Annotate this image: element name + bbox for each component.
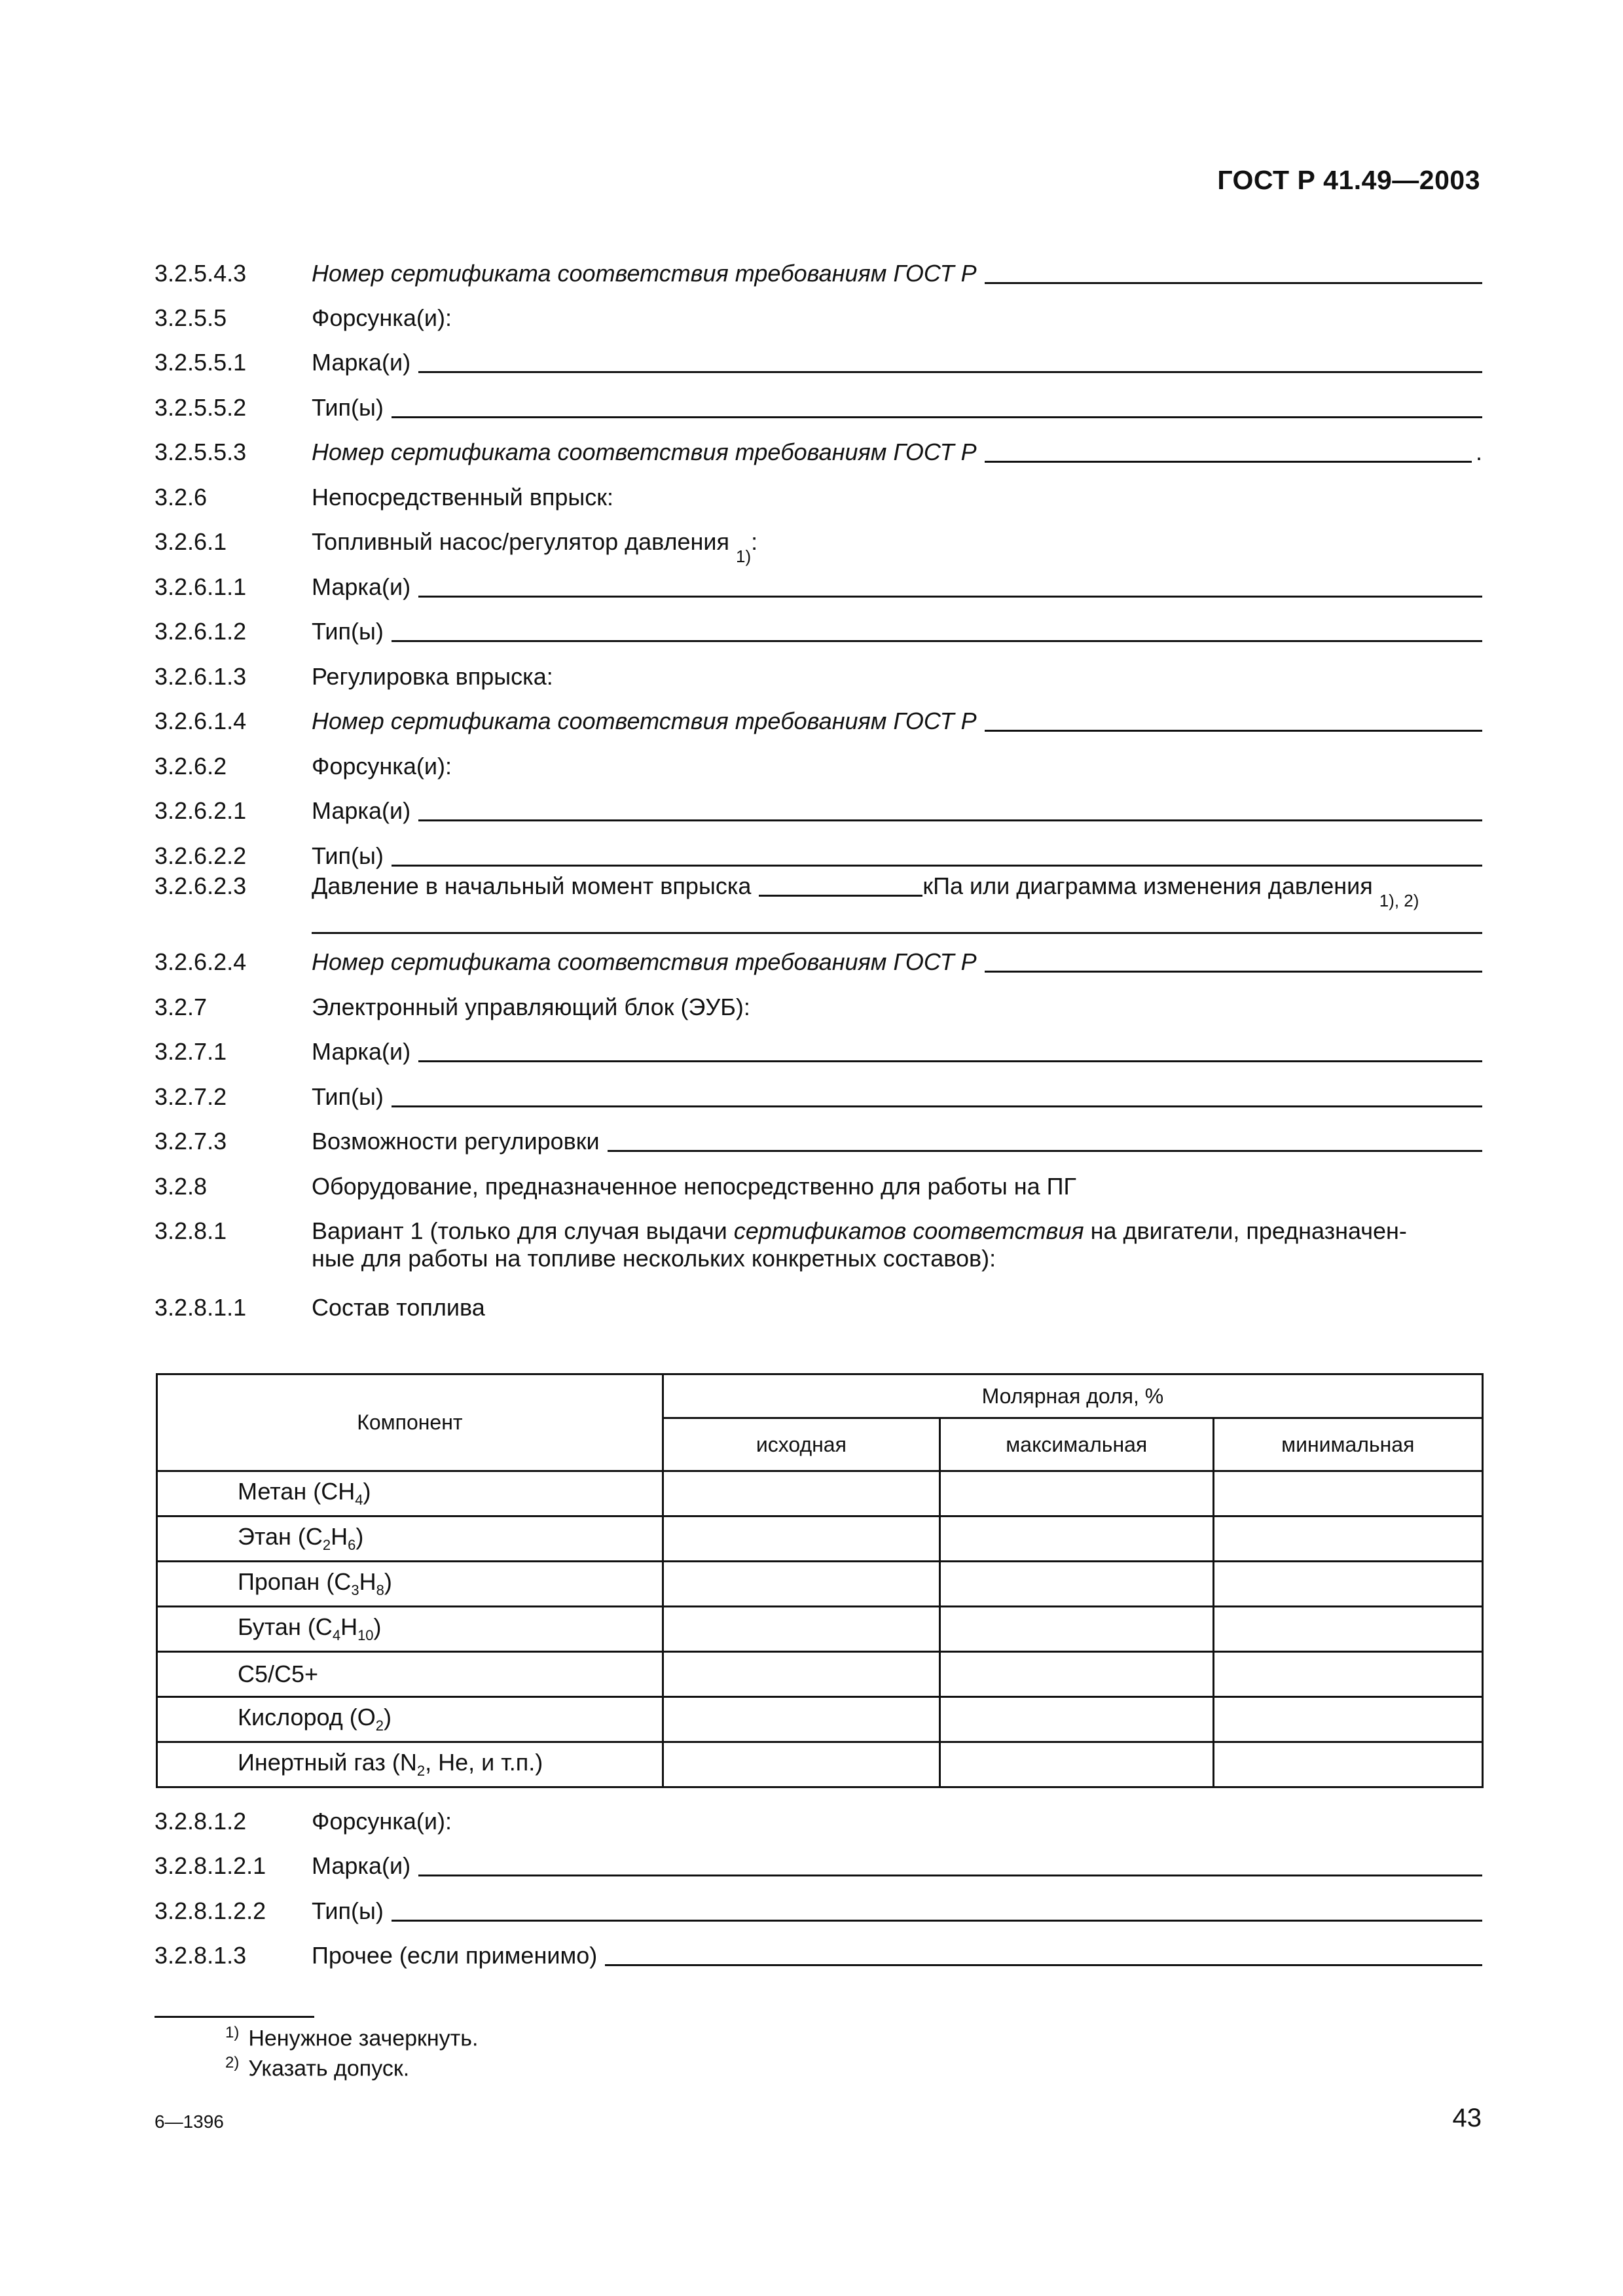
- clause-number: 3.2.8.1.1: [155, 1294, 247, 1321]
- fill-in-line[interactable]: [312, 932, 1482, 934]
- clause-number: 3.2.6.2.1: [155, 797, 247, 824]
- footnote: [225, 2054, 409, 2081]
- value-cell[interactable]: [1213, 1562, 1483, 1607]
- clause-label: Возможности регулировки: [312, 1128, 600, 1155]
- fill-in-line[interactable]: [392, 1105, 1482, 1107]
- clause-row: [155, 383, 1482, 422]
- clause-row: 3.2.6.1 Топливный насос/регулятор давления 1) :: [155, 528, 758, 566]
- footnote-mark: 1): [225, 2024, 240, 2041]
- clause-label: Форсунка(и):: [312, 304, 452, 331]
- clause-row: [155, 1797, 1482, 1836]
- clause-row: [155, 652, 1482, 691]
- clause-number: 3.2.8.1.2.2: [155, 1897, 266, 1924]
- table-row: [157, 1697, 1483, 1742]
- clause-number: 3.2.6.2: [155, 753, 227, 780]
- clause-row: 3.2.6.2.3 Давление в начальный момент впрыска кПа или диаграмма изменения давления 1), 2): [155, 872, 1419, 910]
- value-cell[interactable]: [1213, 1516, 1483, 1562]
- pressure-unit-label: кПа или диаграмма изменения давления: [922, 872, 1373, 899]
- clause-text: на двигатели, предназначен-: [1090, 1217, 1407, 1244]
- value-cell[interactable]: [940, 1697, 1213, 1742]
- value-cell[interactable]: [663, 1516, 939, 1562]
- clause-label: Тип(ы): [312, 1083, 384, 1110]
- clause-number: 3.2.6.1: [155, 528, 227, 555]
- clause-row: [155, 1117, 1482, 1156]
- table-row: [157, 1607, 1483, 1652]
- clause-row: [155, 1931, 1482, 1970]
- value-cell[interactable]: [1213, 1607, 1483, 1652]
- clause-label: Марка(и): [312, 797, 411, 824]
- clause-label: Номер сертификата соответствия требованиям ГОСТ Р: [312, 260, 977, 287]
- clause-row: [155, 937, 1482, 977]
- component-cell: Этан $(C_2H_6)$: [157, 1516, 663, 1562]
- clause-label: Марка(и): [312, 573, 411, 600]
- value-cell[interactable]: [1213, 1697, 1483, 1742]
- clause-label: Состав топлива: [312, 1294, 485, 1321]
- clause-number: 3.2.6.1.3: [155, 663, 247, 690]
- clause-number: 3.2.8.1: [155, 1217, 227, 1244]
- clause-row: [155, 1206, 1482, 1246]
- clause-row: [155, 607, 1482, 646]
- clause-label: Марка(и): [312, 349, 411, 376]
- clause-number: 3.2.6.2.3: [155, 872, 247, 899]
- clause-label: Форсунка(и):: [312, 753, 452, 780]
- value-cell[interactable]: [940, 1562, 1213, 1607]
- clause-end-punct: .: [1475, 439, 1482, 465]
- clause-row: [155, 293, 1482, 332]
- clause-row: [155, 1841, 1482, 1880]
- clause-label: Непосредственный впрыск:: [312, 484, 614, 511]
- clause-number: 3.2.7: [155, 994, 208, 1020]
- clause-row: [155, 473, 1482, 512]
- clause-text: Вариант 1 (только для случая выдачи: [312, 1217, 727, 1244]
- pressure-fill-in-line[interactable]: [759, 894, 922, 897]
- component-cell: Инертный газ ($N_2$, He, и т.п.): [157, 1742, 663, 1787]
- clause-row: [155, 742, 1482, 781]
- fill-in-line[interactable]: [392, 416, 1482, 418]
- column-header-min: минимальная: [1213, 1418, 1483, 1471]
- value-cell[interactable]: [940, 1516, 1213, 1562]
- clause-row: [155, 1162, 1482, 1201]
- clause-number: 3.2.6.2.4: [155, 948, 247, 975]
- clause-label: Тип(ы): [312, 394, 384, 421]
- footnote-separator: [155, 2016, 314, 2018]
- component-cell: Кислород $(O_2)$: [157, 1697, 663, 1742]
- footnote-text: Указать допуск.: [248, 2056, 410, 2081]
- clause-number: 3.2.7.2: [155, 1083, 227, 1110]
- clause-number: 3.2.6.1.1: [155, 573, 247, 600]
- clause-label: Давление в начальный момент впрыска: [312, 872, 752, 899]
- clause-row: [155, 1072, 1482, 1111]
- column-header-initial: исходная: [663, 1418, 939, 1471]
- clause-row: [155, 562, 1482, 601]
- clause-label: Тип(ы): [312, 618, 384, 645]
- clause-label: Номер сертификата соответствия требованиям ГОСТ Р: [312, 439, 977, 465]
- fill-in-line[interactable]: [985, 281, 1482, 284]
- clause-row: [155, 249, 1482, 288]
- clause-number: 3.2.7.3: [155, 1128, 227, 1155]
- table-row: [157, 1742, 1483, 1787]
- clause-number: 3.2.6: [155, 484, 208, 511]
- clause-text-emphasis: сертификатов соответствия: [733, 1217, 1084, 1244]
- footnote-text: Ненужное зачеркнуть.: [248, 2026, 479, 2051]
- footnote: [225, 2024, 478, 2051]
- clause-number: 3.2.8: [155, 1173, 208, 1200]
- component-cell: Пропан $(C_3H_8)$: [157, 1562, 663, 1607]
- clause-number: 3.2.6.1.4: [155, 708, 247, 734]
- clause-number: 3.2.5.5.3: [155, 439, 247, 465]
- clause-row: [155, 1027, 1482, 1066]
- fill-in-line[interactable]: [985, 729, 1482, 732]
- fill-in-line[interactable]: [605, 1964, 1482, 1966]
- value-cell[interactable]: [663, 1471, 939, 1516]
- column-header-molar-fraction: Молярная доля, %: [663, 1374, 1482, 1418]
- clause-label: Номер сертификата соответствия требованиям ГОСТ Р: [312, 948, 977, 975]
- value-cell[interactable]: [940, 1607, 1213, 1652]
- fill-in-line[interactable]: [418, 1874, 1482, 1876]
- clause-row: [155, 427, 1482, 467]
- clause-number: 3.2.8.1.3: [155, 1942, 247, 1969]
- clause-row: [155, 338, 1482, 377]
- value-cell[interactable]: [663, 1562, 939, 1607]
- table-row: [157, 1471, 1483, 1516]
- clause-row: [155, 786, 1482, 825]
- value-cell[interactable]: [940, 1652, 1213, 1697]
- clause-label: Номер сертификата соответствия требованиям ГОСТ Р: [312, 708, 977, 734]
- column-header-component: Компонент: [157, 1374, 663, 1471]
- clause-number: 3.2.5.4.3: [155, 260, 247, 287]
- clause-label-part: [312, 1217, 1407, 1246]
- clause-number: 3.2.5.5.1: [155, 349, 247, 376]
- value-cell[interactable]: [1213, 1471, 1483, 1516]
- value-cell[interactable]: [1213, 1742, 1483, 1787]
- clause-number: 3.2.8.1.2: [155, 1808, 247, 1835]
- fill-in-line[interactable]: [985, 970, 1482, 973]
- clause-number: 3.2.6.1.2: [155, 618, 247, 645]
- value-cell[interactable]: [663, 1652, 939, 1697]
- fill-in-line[interactable]: [392, 639, 1482, 642]
- clause-label: Форсунка(и):: [312, 1808, 452, 1835]
- value-cell[interactable]: [940, 1742, 1213, 1787]
- column-header-max: максимальная: [940, 1418, 1213, 1471]
- fill-in-line[interactable]: [985, 460, 1472, 463]
- table-row: [157, 1652, 1483, 1697]
- component-cell: Бутан $(C_4H_{10})$: [157, 1607, 663, 1652]
- component-cell: C5/C5+: [157, 1652, 663, 1697]
- value-cell[interactable]: [663, 1607, 939, 1652]
- clause-number: 3.2.8.1.2.1: [155, 1852, 266, 1879]
- fill-in-line[interactable]: [418, 370, 1482, 373]
- value-cell[interactable]: [940, 1471, 1213, 1516]
- print-order-number: 6—1396: [155, 2111, 224, 2132]
- clause-label: Топливный насос/регулятор давления: [312, 528, 729, 555]
- clause-row: [155, 696, 1482, 736]
- value-cell[interactable]: [663, 1742, 939, 1787]
- fill-in-line[interactable]: [418, 1060, 1482, 1062]
- clause-end-punct: :: [751, 528, 758, 555]
- clause-label: Тип(ы): [312, 842, 384, 869]
- fill-in-line[interactable]: [418, 819, 1482, 821]
- fuel-composition-table: [156, 1373, 1484, 1788]
- table-row: [157, 1516, 1483, 1562]
- document-standard-header: ГОСТ Р 41.49—2003: [1217, 165, 1480, 195]
- page-number: 43: [1452, 2104, 1482, 2132]
- clause-label: Тип(ы): [312, 1897, 384, 1924]
- clause-label: Прочее (если применимо): [312, 1942, 598, 1969]
- clause-row: [155, 982, 1482, 1022]
- clause-number: 3.2.7.1: [155, 1038, 227, 1065]
- clause-row: [155, 1283, 1482, 1322]
- clause-continuation: ные для работы на топливе нескольких конкретных составов):: [312, 1245, 996, 1272]
- value-cell[interactable]: [1213, 1652, 1483, 1697]
- clause-label: Марка(и): [312, 1038, 411, 1065]
- clause-label: Регулировка впрыска:: [312, 663, 553, 690]
- value-cell[interactable]: [663, 1697, 939, 1742]
- clause-row: [155, 1886, 1482, 1926]
- fill-in-line[interactable]: [392, 1919, 1482, 1922]
- clause-number: 3.2.6.2.2: [155, 842, 247, 869]
- clause-number: 3.2.5.5.2: [155, 394, 247, 421]
- component-cell: Метан $(CH_4)$: [157, 1471, 663, 1516]
- clause-number: 3.2.5.5: [155, 304, 227, 331]
- table-row: [157, 1562, 1483, 1607]
- fill-in-line[interactable]: [418, 595, 1482, 598]
- clause-label: Оборудование, предназначенное непосредственно для работы на ПГ: [312, 1173, 1077, 1200]
- clause-label: Электронный управляющий блок (ЭУБ):: [312, 994, 750, 1020]
- clause-label: Марка(и): [312, 1852, 411, 1879]
- footnote-mark: 2): [225, 2054, 240, 2072]
- fill-in-line[interactable]: [608, 1149, 1482, 1152]
